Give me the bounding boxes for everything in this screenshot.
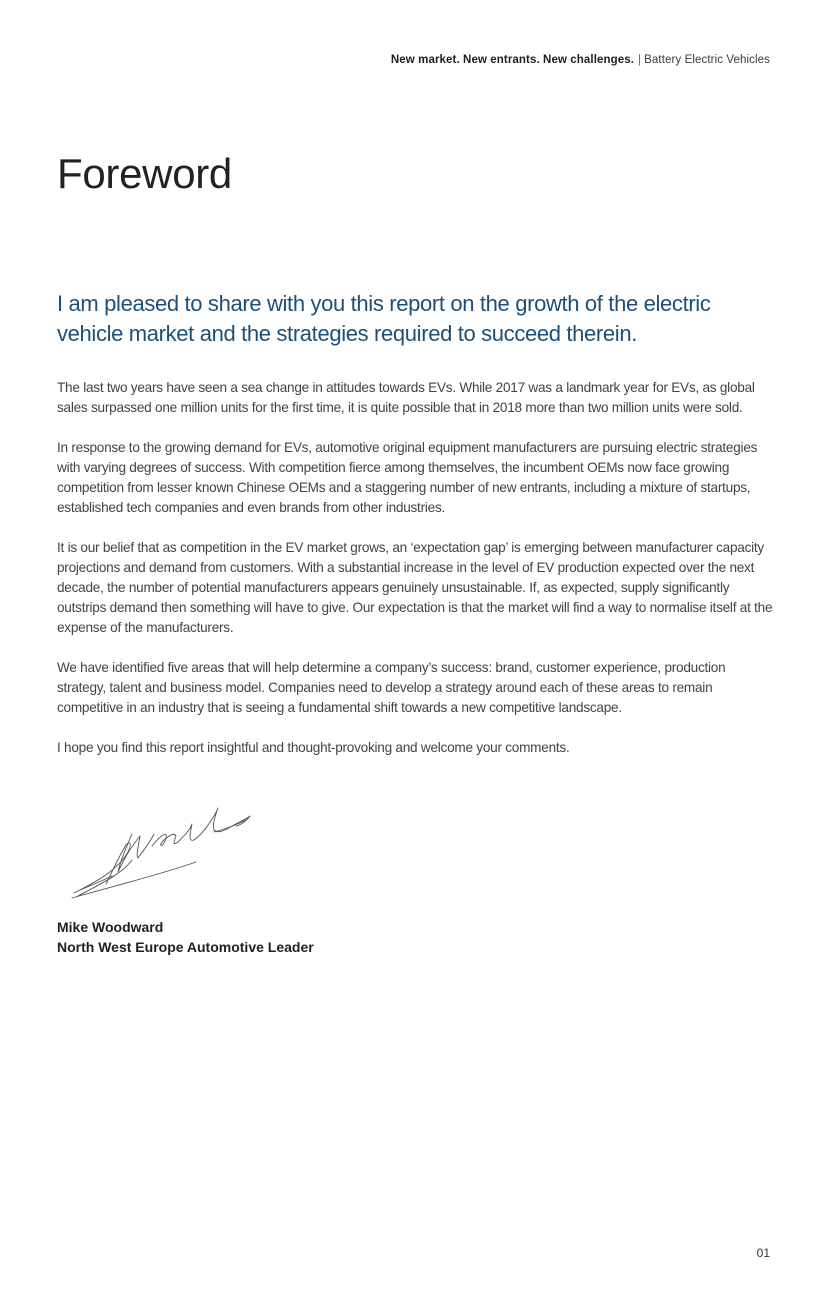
paragraph: It is our belief that as competition in the EV market grows, an ‘expectation gap’ is emerging between manufacturer capacity projections and demand from customers. With a substantial increase in the level of EV production expected over the next decade, the number of potential manufacturers appears genuinely unsustainable. If, as expected, supply significantly outstrips demand then something will have to give. Our expectation is that the market will find a way to normalise itself at the expense of the manufacturers. (57, 540, 773, 635)
page-title: Foreword (57, 150, 232, 197)
paragraph: In response to the growing demand for EVs, automotive original equipment manufacturers are pursuing electric strategies with varying degrees of success. With competition fierce among themselves, the incumbent OEMs now face growing competition from lesser known Chinese OEMs and a staggering number of new entrants, including a mixture of startups, established tech companies and even brands from other industries. (57, 440, 758, 515)
page-number: 01 (756, 1246, 770, 1260)
signatory-name: Mike Woodward (57, 919, 164, 935)
paragraph: I hope you find this report insightful and thought-provoking and welcome your comments. (57, 740, 570, 755)
intro-statement: I am pleased to share with you this report on the growth of the electric vehicle market and the strategies required to succeed therein. (57, 291, 711, 346)
header-separator: | (638, 54, 642, 66)
report-title: New market. New entrants. New challenges. (390, 54, 635, 66)
signature-icon (66, 800, 266, 905)
signatory-role: North West Europe Automotive Leader (57, 939, 314, 955)
report-subtitle: Battery Electric Vehicles (644, 54, 770, 66)
paragraph: The last two years have seen a sea change in attitudes towards EVs. While 2017 was a landmark year for EVs, as global sales surpassed one million units for the first time, it is quite possible that in 2018 more than two million units were sold. (57, 380, 755, 415)
running-header (391, 54, 770, 66)
signatory (57, 917, 314, 957)
paragraph: We have identified five areas that will help determine a company’s success: brand, customer experience, production strategy, talent and business model. Companies need to develop a strategy around each of these areas to remain competitive in an industry that is seeing a fundamental shift towards a new competitive landscape. (57, 660, 726, 715)
body-text (57, 378, 773, 778)
